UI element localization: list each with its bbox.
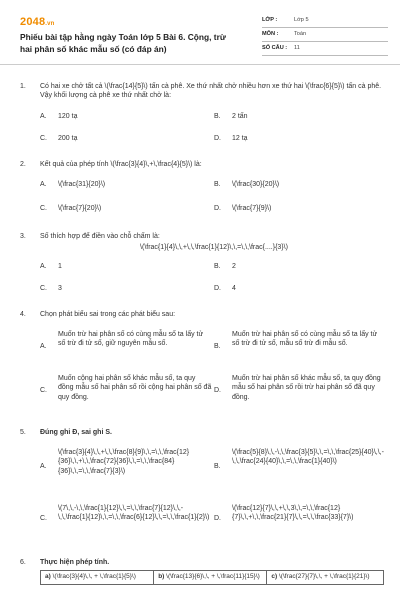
option-letter: B.: [214, 113, 221, 120]
option-letter: A.: [40, 263, 47, 270]
option-text: 2: [232, 263, 236, 270]
option-text: Muốn cộng hai phân số khác mẫu số, ta quy đồng mẫu số hai phân số rồi cộng hai phân số đã quy đồng.: [58, 375, 212, 401]
option-text: 3: [58, 285, 62, 292]
option-letter: D.: [214, 135, 221, 142]
meta-label: MÔN :: [262, 30, 279, 37]
option-text: \(\frac{12}{7}\,\,+\,\,3\,\,=\,\,\frac{12}{7}\,\,+\,\,\frac{21}{7}\,\,=\,\,\frac{33}{7}\): [232, 505, 354, 522]
cell-expression: \(\frac{13}{6}\,\, + \,\frac{11}{15}\): [166, 573, 260, 580]
question-number: 4.: [20, 311, 26, 318]
option-letter: B.: [214, 181, 221, 188]
question-number: 3.: [20, 233, 26, 240]
cell-letter: c): [271, 573, 278, 580]
option-text: \(\frac{7}{9}\): [232, 205, 272, 212]
question-number: 5.: [20, 429, 26, 436]
question-6: [20, 558, 388, 598]
meta-value: Toán: [294, 30, 307, 37]
calc-cell-a[interactable]: [41, 571, 154, 585]
option-text: \(\frac{3}{4}\,\,+\,\,\frac{8}{9}\,\,=\,\,\frac{12}{36}\,\,+\,\,\frac{72}{36}\,\,=\,\,\frac{84}{36}\,\,=\,\,\frac{7}{3}\): [58, 449, 190, 475]
option-text: \(\frac{31}{20}\): [58, 181, 106, 188]
option-text: Muốn trừ hai phân số khác mẫu số, ta quy đồng mẫu số hai phân số rồi trừ hai phân số đã quy đồng.: [232, 375, 381, 401]
option-text: 1: [58, 263, 62, 270]
option-letter: C.: [40, 285, 47, 292]
option-letter: B.: [214, 463, 221, 470]
meta-row-subject: [262, 28, 388, 42]
question-text: Đúng ghi Đ, sai ghi S.: [40, 429, 112, 436]
cell-expression: \(\frac{27}{7}\,\, + \,\frac{1}{21}\): [278, 573, 370, 580]
table-row: [41, 571, 384, 585]
option-letter: A.: [40, 463, 47, 470]
option-letter: D.: [214, 205, 221, 212]
option-letter: D.: [214, 285, 221, 292]
question-3: [20, 232, 388, 300]
question-2: [20, 160, 388, 220]
meta-row-count: [262, 42, 388, 56]
option-text: 200 tạ: [58, 135, 78, 142]
cell-letter: b): [158, 573, 165, 580]
calc-cell-b[interactable]: [154, 571, 267, 585]
question-number: 2.: [20, 161, 26, 168]
option-text: 12 tạ: [232, 135, 248, 142]
calculation-table: [40, 570, 384, 585]
option-letter: A.: [40, 343, 47, 350]
option-letter: A.: [40, 181, 47, 188]
question-text: Có hai xe chở tất cả \(\frac{14}{5}\) tấn cà phê. Xe thứ nhất chở nhiều hơn xe thứ hai \(\frac{6}{5}\) tấn cà phê. Vậy khối lượng cà phê xe thứ nhất chở là:: [40, 83, 382, 100]
option-text: \(\frac{30}{20}\): [232, 181, 280, 188]
option-text: 4: [232, 285, 236, 292]
cell-expression: \(\frac{3}{4}\,\, + \,\frac{1}{5}\): [52, 573, 136, 580]
option-letter: C.: [40, 515, 47, 522]
meta-row-class: [262, 14, 388, 28]
meta-label: SỐ CÂU :: [262, 44, 288, 51]
option-letter: B.: [214, 263, 221, 270]
cell-letter: a): [45, 573, 51, 580]
question-text: Chọn phát biểu sai trong các phát biểu sau:: [40, 311, 176, 318]
meta-value: 11: [294, 44, 300, 51]
question-4: [20, 310, 388, 420]
option-text: Muốn trừ hai phân số có cùng mẫu số ta lấy tử số trừ đi tử số, mẫu số trừ đi mẫu số.: [232, 331, 378, 348]
option-letter: C.: [40, 205, 47, 212]
question-1: [20, 82, 388, 152]
option-letter: C.: [40, 135, 47, 142]
option-text: 120 tạ: [58, 113, 78, 120]
question-text: Thực hiện phép tính.: [40, 559, 110, 566]
option-letter: B.: [214, 343, 221, 350]
option-text: \(\frac{5}{8}\,\,-\,\,\frac{3}{5}\,\,=\,\,\frac{25}{40}\,\,-\,\,\frac{24}{40}\,\,=\,\,\frac{1}{40}\): [232, 449, 384, 466]
option-text: 2 tấn: [232, 113, 248, 120]
question-text: Số thích hợp để điền vào chỗ chấm là:: [40, 233, 160, 240]
option-text: \(7\,\,-\,\,\frac{1}{12}\,\,=\,\,\frac{7}{12}\,\,-\,\,\frac{1}{12}\,\,=\,\,\frac{6}{12}\,\,=\,\,\frac{1}{2}\): [58, 505, 210, 522]
page-title: Phiếu bài tập hằng ngày Toán lớp 5 Bài 6. Cộng, trừ hai phân số khác mẫu số (có đáp án): [20, 32, 226, 55]
meta-table: [262, 14, 388, 56]
option-text: Muốn trừ hai phân số có cùng mẫu số ta lấy tử số trừ đi tử số, giữ nguyên mẫu số.: [58, 331, 204, 348]
option-letter: D.: [214, 387, 221, 394]
worksheet-header: [14, 12, 388, 60]
question-text: Kết quả của phép tính \(\frac{3}{4}\,+\,\frac{4}{5}\) là:: [40, 161, 202, 168]
site-logo[interactable]: 2048.vn: [20, 16, 55, 28]
option-text: \(\frac{7}{20}\): [58, 205, 102, 212]
meta-value: Lớp 5: [294, 16, 309, 23]
calc-cell-c[interactable]: [267, 571, 384, 585]
header-divider: [0, 64, 400, 65]
question-number: 6.: [20, 559, 26, 566]
option-letter: D.: [214, 515, 221, 522]
question-expression: \(\frac{1}{4}\,\,+\,\,\frac{1}{12}\,\,=\,\,\frac{....}{3}\): [140, 244, 288, 251]
option-letter: C.: [40, 387, 47, 394]
question-number: 1.: [20, 83, 26, 90]
question-5: [20, 428, 388, 548]
meta-label: LỚP :: [262, 16, 278, 23]
option-letter: A.: [40, 113, 47, 120]
